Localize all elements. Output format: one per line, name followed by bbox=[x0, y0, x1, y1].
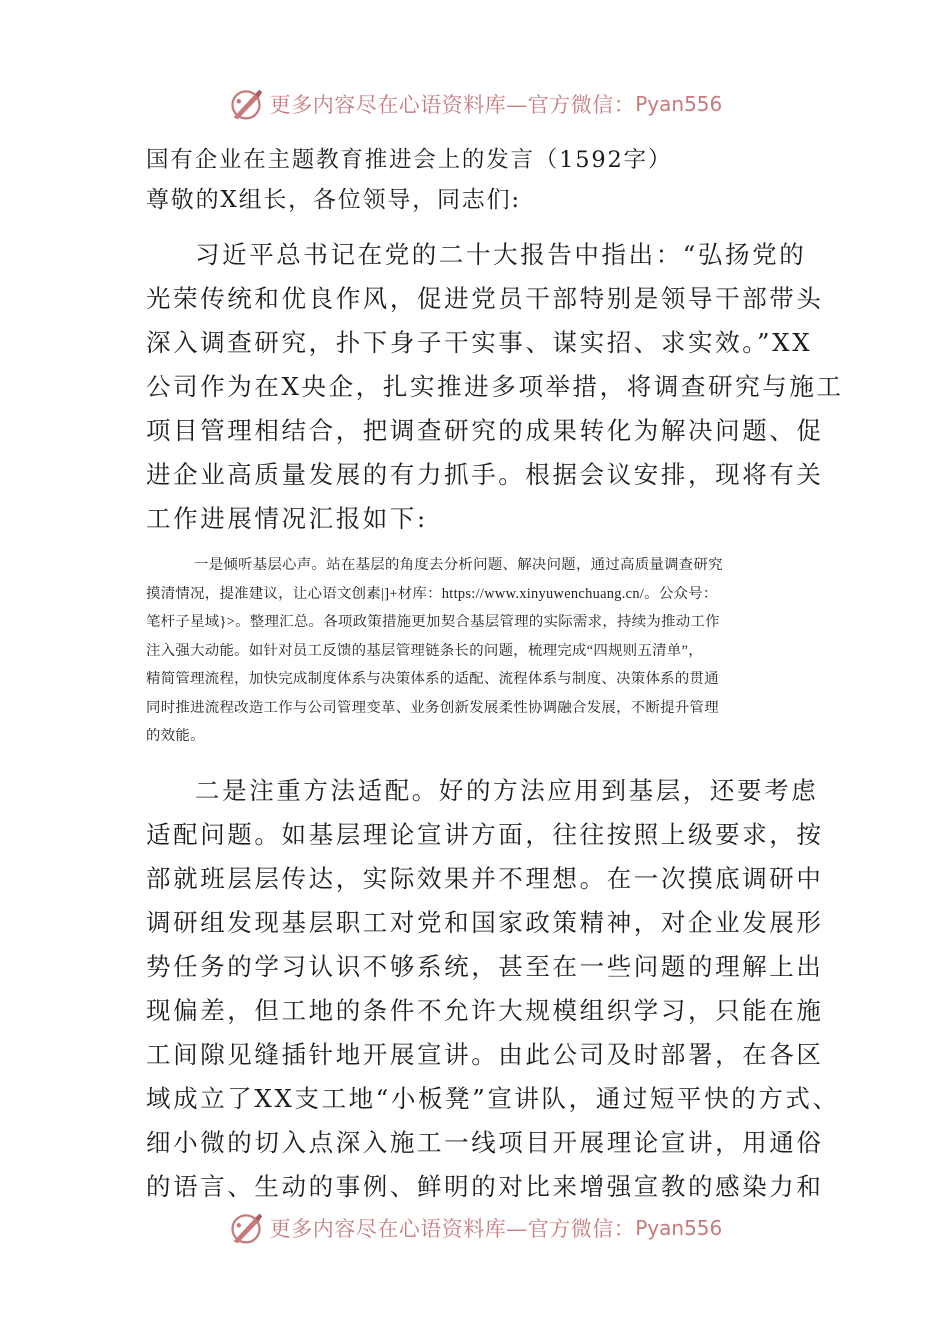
paragraph-line: 工间隙见缝插针地开展宣讲。由此公司及时部署，在各区 bbox=[146, 1039, 824, 1069]
small-line: 同时推进流程改造工作与公司管理变革、业务创新发展柔性协调融合发展，不断提升管理 bbox=[146, 699, 719, 716]
paragraph-line: 项目管理相结合，把调查研究的成果转化为解决问题、促 bbox=[146, 416, 824, 445]
wechat-id: Pyan556 bbox=[635, 1216, 723, 1240]
paragraph-line: 习近平总书记在党的二十大报告中指出：“弘扬党的 bbox=[195, 240, 807, 269]
small-line: 注入强大动能。如针对员工反馈的基层管理链条长的问题，梳理完成“四规则五清单”， bbox=[146, 642, 703, 659]
paragraph-line: 二是注重方法适配。好的方法应用到基层，还要考虑 bbox=[195, 775, 819, 805]
salutation: 尊敬的X组长，各位领导，同志们: bbox=[146, 187, 521, 213]
paragraph-line: 适配问题。如基层理论宣讲方面，往往按照上级要求，按 bbox=[146, 819, 824, 849]
small-line: 一是倾听基层心声。站在基层的角度去分析问题、解决问题，通过高质量调查研究 bbox=[194, 557, 723, 573]
footer-banner bbox=[0, 1208, 950, 1248]
paragraph-line: 进企业高质量发展的有力抓手。根据会议安排，现将有关 bbox=[146, 460, 824, 489]
paragraph-line: 势任务的学习认识不够系统，甚至在一些问题的理解上出 bbox=[146, 951, 824, 981]
paragraph-line: 深入调查研究，扑下身子干实事、谋实招、求实效。”XX bbox=[146, 328, 813, 357]
paragraph-1 bbox=[146, 233, 844, 541]
banner-text: 更多内容尽在心语资料库—官方微信： bbox=[269, 93, 636, 117]
pen-logo-icon bbox=[228, 1210, 264, 1246]
small-line: 笔杆子星域}>。整理汇总。各项政策措施更加契合基层管理的实际需求，持续为推动工作 bbox=[146, 614, 720, 630]
paragraph-line: 调研组发现基层职工对党和国家政策精神，对企业发展形 bbox=[146, 907, 824, 937]
document-title: 国有企业在主题教育推进会上的发言（1592字） bbox=[146, 147, 673, 173]
paragraph-line: 公司作为在X央企，扎实推进多项举措，将调查研究与施工 bbox=[146, 372, 844, 401]
paragraph-3 bbox=[146, 769, 840, 1209]
paragraph-line: 工作进展情况汇报如下: bbox=[146, 504, 428, 533]
small-line: 精简管理流程，加快完成制度体系与决策体系的适配、流程体系与制度、决策体系的贯通 bbox=[146, 671, 719, 687]
wechat-id: Pyan556 bbox=[635, 92, 723, 116]
paragraph-line: 光荣传统和优良作风，促进党员干部特别是领导干部带头 bbox=[146, 284, 824, 313]
small-line: 的效能。 bbox=[146, 728, 205, 744]
banner-text: 更多内容尽在心语资料库—官方微信： bbox=[269, 1217, 636, 1241]
paragraph-line: 的语言、生动的事例、鲜明的对比来增强宣教的感染力和 bbox=[146, 1171, 824, 1201]
header-banner bbox=[0, 84, 950, 124]
paragraph-line: 现偏差，但工地的条件不允许大规模组织学习，只能在施 bbox=[146, 995, 824, 1025]
paragraph-2-small-text bbox=[146, 551, 821, 751]
pen-logo-icon bbox=[228, 86, 264, 122]
paragraph-line: 域成立了XX支工地“小板凳”宣讲队，通过短平快的方式、 bbox=[146, 1083, 840, 1113]
paragraph-line: 部就班层层传达，实际效果并不理想。在一次摸底调研中 bbox=[146, 863, 824, 893]
small-line: 摸清情况，提准建议，让心语文创素|]+材库：https://www.xinyuwenchuang.cn/。公众号： bbox=[146, 585, 718, 602]
document-body bbox=[146, 139, 844, 1209]
paragraph-line: 细小微的切入点深入施工一线项目开展理论宣讲，用通俗 bbox=[146, 1127, 824, 1157]
